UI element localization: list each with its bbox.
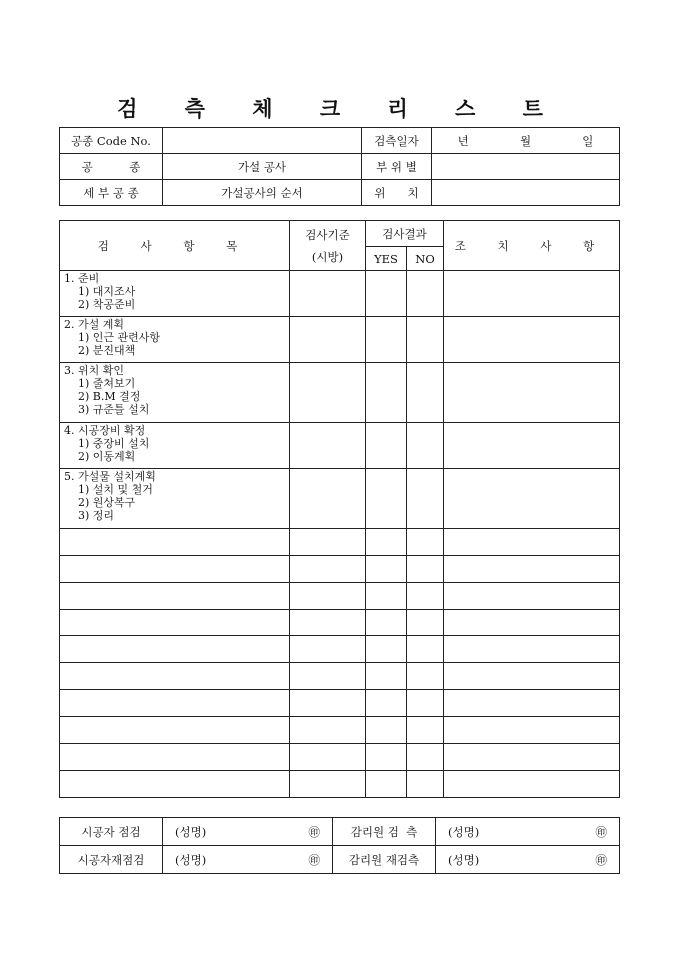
date-year-label: 년 xyxy=(457,133,469,148)
check-subitem: 1) 인근 관련사항 xyxy=(78,331,161,344)
standard-cell[interactable] xyxy=(290,744,366,771)
check-item-cell[interactable] xyxy=(60,583,290,610)
no-cell[interactable] xyxy=(407,636,444,663)
no-cell[interactable] xyxy=(407,717,444,744)
code-label: 공종 Code No. xyxy=(60,128,163,154)
no-cell[interactable] xyxy=(407,317,444,363)
part-value[interactable] xyxy=(432,154,620,180)
no-cell[interactable] xyxy=(407,771,444,798)
table-row xyxy=(60,423,620,469)
yes-cell[interactable] xyxy=(366,663,407,690)
check-item-cell[interactable] xyxy=(60,663,290,690)
check-item-cell[interactable] xyxy=(60,690,290,717)
check-item-title: 2. 가설 계획 xyxy=(64,318,124,331)
seal-mark: ㊞ xyxy=(308,852,320,867)
standard-cell[interactable] xyxy=(290,317,366,363)
check-subitem: 1) 대지조사 xyxy=(78,285,136,298)
action-cell[interactable] xyxy=(444,363,620,423)
table-row xyxy=(60,610,620,636)
table-row xyxy=(60,469,620,529)
name-placeholder: (성명) xyxy=(448,824,480,839)
check-item-cell[interactable] xyxy=(60,771,290,798)
standard-cell[interactable] xyxy=(290,469,366,529)
action-cell[interactable] xyxy=(444,583,620,610)
standard-cell[interactable] xyxy=(290,583,366,610)
name-placeholder: (성명) xyxy=(448,852,480,867)
check-subitem: 1) 줄쳐보기 xyxy=(78,377,136,390)
yes-cell[interactable] xyxy=(366,717,407,744)
yes-cell[interactable] xyxy=(366,556,407,583)
yes-cell[interactable] xyxy=(366,317,407,363)
date-value[interactable] xyxy=(432,128,620,154)
check-item-title: 5. 가설물 설치계획 xyxy=(64,470,156,483)
action-cell[interactable] xyxy=(444,556,620,583)
check-item-cell xyxy=(60,317,290,363)
yes-cell[interactable] xyxy=(366,271,407,317)
col-no-header: NO xyxy=(407,247,444,271)
info-table xyxy=(59,127,620,206)
action-cell[interactable] xyxy=(444,771,620,798)
page-title: 검 측 체 크 리 스 트 xyxy=(117,96,563,121)
col-item-header: 검 사 항 목 xyxy=(60,221,290,271)
no-cell[interactable] xyxy=(407,610,444,636)
check-item-cell[interactable] xyxy=(60,610,290,636)
check-item-title: 3. 위치 확인 xyxy=(64,364,124,377)
standard-cell[interactable] xyxy=(290,610,366,636)
location-value[interactable] xyxy=(432,180,620,206)
check-subitem: 2) B.M 결정 xyxy=(78,390,141,403)
action-cell[interactable] xyxy=(444,529,620,556)
check-item-cell[interactable] xyxy=(60,717,290,744)
supervisor-recheck-sign[interactable] xyxy=(436,846,620,874)
table-row xyxy=(60,583,620,610)
action-cell[interactable] xyxy=(444,636,620,663)
col-action-header: 조 치 사 항 xyxy=(444,221,620,271)
action-cell[interactable] xyxy=(444,663,620,690)
check-item-cell[interactable] xyxy=(60,556,290,583)
action-cell[interactable] xyxy=(444,317,620,363)
check-subitem: 1) 설치 및 철거 xyxy=(78,483,153,496)
action-cell[interactable] xyxy=(444,271,620,317)
standard-cell[interactable] xyxy=(290,271,366,317)
table-row xyxy=(60,363,620,423)
check-subitem: 1) 중장비 설치 xyxy=(78,437,150,450)
seal-mark: ㊞ xyxy=(595,852,607,867)
no-cell[interactable] xyxy=(407,271,444,317)
table-row xyxy=(60,771,620,798)
check-subitem: 2) 이동계획 xyxy=(78,450,136,463)
check-item-cell xyxy=(60,423,290,469)
check-subitem: 2) 원상복구 xyxy=(78,496,136,509)
standard-cell[interactable] xyxy=(290,771,366,798)
no-cell[interactable] xyxy=(407,583,444,610)
check-item-title: 4. 시공장비 확정 xyxy=(64,424,146,437)
table-row xyxy=(60,271,620,317)
action-cell[interactable] xyxy=(444,469,620,529)
table-row xyxy=(60,717,620,744)
col-standard-line2: (시방) xyxy=(311,249,344,264)
date-label: 검측일자 xyxy=(362,128,432,154)
date-month-label: 월 xyxy=(519,133,532,148)
action-cell[interactable] xyxy=(444,717,620,744)
no-cell[interactable] xyxy=(407,556,444,583)
work-type-label: 공 종 xyxy=(60,154,163,180)
check-subitem: 2) 분진대책 xyxy=(78,344,136,357)
yes-cell[interactable] xyxy=(366,636,407,663)
action-cell[interactable] xyxy=(444,690,620,717)
no-cell[interactable] xyxy=(407,663,444,690)
action-cell[interactable] xyxy=(444,423,620,469)
table-row xyxy=(60,529,620,556)
no-cell[interactable] xyxy=(407,690,444,717)
no-cell[interactable] xyxy=(407,423,444,469)
yes-cell[interactable] xyxy=(366,610,407,636)
check-item-title: 1. 준비 xyxy=(64,272,100,285)
check-subitem: 3) 정리 xyxy=(78,509,115,522)
seal-mark: ㊞ xyxy=(595,824,607,839)
yes-cell[interactable] xyxy=(366,363,407,423)
work-type-value[interactable]: 가설 공사 xyxy=(163,154,362,180)
table-row xyxy=(60,744,620,771)
check-item-cell xyxy=(60,363,290,423)
name-placeholder: (성명) xyxy=(175,852,207,867)
detail-work-value[interactable]: 가설공사의 순서 xyxy=(163,180,362,206)
check-item-cell[interactable] xyxy=(60,529,290,556)
action-cell[interactable] xyxy=(444,744,620,771)
yes-cell[interactable] xyxy=(366,744,407,771)
part-label: 부 위 별 xyxy=(362,154,432,180)
table-row xyxy=(60,317,620,363)
standard-cell[interactable] xyxy=(290,636,366,663)
contractor-check-label: 시공자 점검 xyxy=(60,818,163,846)
yes-cell[interactable] xyxy=(366,423,407,469)
supervisor-recheck-label: 감리원 재검측 xyxy=(333,846,436,874)
standard-cell[interactable] xyxy=(290,663,366,690)
supervisor-check-label: 감리원 검 측 xyxy=(333,818,436,846)
date-day-label: 일 xyxy=(582,133,594,148)
yes-cell[interactable] xyxy=(366,529,407,556)
check-subitem: 3) 규준틀 설치 xyxy=(78,403,150,416)
contractor-recheck-label: 시공자재점검 xyxy=(60,846,163,874)
check-subitem: 2) 착공준비 xyxy=(78,298,136,311)
table-row xyxy=(60,663,620,690)
check-item-cell xyxy=(60,469,290,529)
signature-table xyxy=(59,817,620,874)
code-value[interactable] xyxy=(163,128,362,154)
check-item-cell xyxy=(60,271,290,317)
check-item-cell[interactable] xyxy=(60,744,290,771)
standard-cell[interactable] xyxy=(290,529,366,556)
no-cell[interactable] xyxy=(407,529,444,556)
action-cell[interactable] xyxy=(444,610,620,636)
yes-cell[interactable] xyxy=(366,583,407,610)
supervisor-check-sign[interactable] xyxy=(436,818,620,846)
seal-mark: ㊞ xyxy=(308,824,320,839)
col-standard-header xyxy=(290,221,366,271)
no-cell[interactable] xyxy=(407,469,444,529)
standard-cell[interactable] xyxy=(290,423,366,469)
contractor-recheck-sign[interactable] xyxy=(163,846,333,874)
yes-cell[interactable] xyxy=(366,690,407,717)
standard-cell[interactable] xyxy=(290,690,366,717)
table-row xyxy=(60,636,620,663)
table-row xyxy=(60,690,620,717)
standard-cell[interactable] xyxy=(290,363,366,423)
standard-cell[interactable] xyxy=(290,556,366,583)
detail-work-label: 세 부 공 종 xyxy=(60,180,163,206)
no-cell[interactable] xyxy=(407,363,444,423)
location-label: 위 치 xyxy=(362,180,432,206)
no-cell[interactable] xyxy=(407,744,444,771)
standard-cell[interactable] xyxy=(290,717,366,744)
name-placeholder: (성명) xyxy=(175,824,207,839)
contractor-check-sign[interactable] xyxy=(163,818,333,846)
col-result-header: 검사결과 xyxy=(366,221,444,247)
yes-cell[interactable] xyxy=(366,771,407,798)
yes-cell[interactable] xyxy=(366,469,407,529)
table-row xyxy=(60,556,620,583)
check-item-cell[interactable] xyxy=(60,636,290,663)
col-standard-line1: 검사기준 xyxy=(305,227,350,242)
checklist-table xyxy=(59,220,620,798)
col-yes-header: YES xyxy=(366,247,407,271)
